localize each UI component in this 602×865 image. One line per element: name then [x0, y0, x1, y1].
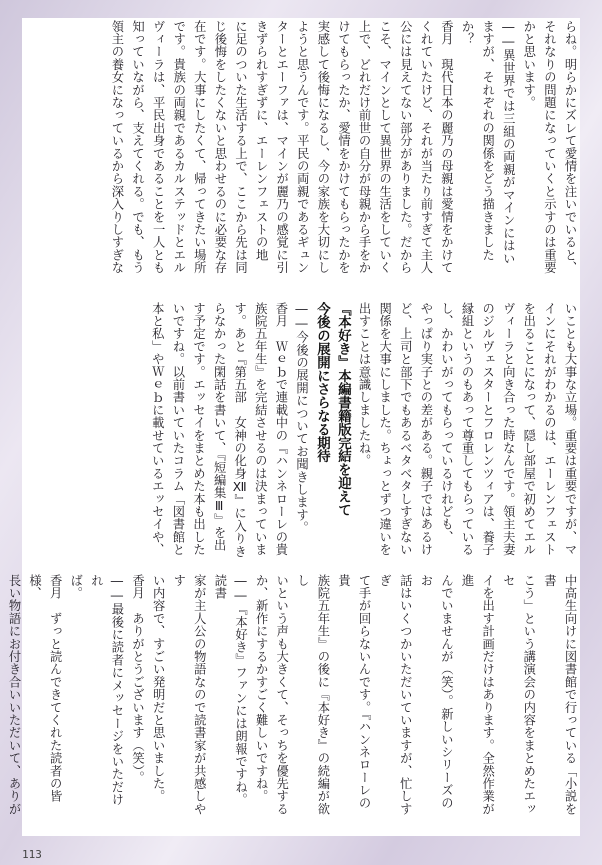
text-column: 本と私」やＷｅｂに載せているエッセイや、	[150, 302, 165, 556]
text-column: 領主の養女になっているから深入りしすぎな	[109, 20, 124, 274]
text-column: 出すことは意識しましたね。	[357, 302, 372, 468]
text-column: 香月 Ｗｅｂで連載中の『ハンネローレの貴	[273, 302, 288, 556]
text-column: か、新作にするかすごく難しいですね。	[254, 574, 269, 803]
text-column: 長い物語にお付き合いいただいて、ありが	[6, 574, 21, 816]
question-column: ――今後の展開についてお聞きします。	[294, 302, 309, 534]
text-column: に足のついた生活する上で、ここから先は同	[233, 20, 248, 274]
text-column: す予定です。エッセイをまとめた本も出した	[191, 302, 206, 556]
text-column: ようと思うんです。平民の両親であるギュン	[295, 20, 310, 274]
question-column: ――異世界では三組の両親がマインにはい	[501, 20, 516, 265]
text-block-bottom	[6, 574, 580, 818]
text-column: イを出す計画だけはあります。全然作業が進	[460, 574, 495, 816]
section-heading: 『本好き』本編書籍版完結を迎えて	[335, 302, 351, 517]
text-column: きずられすぎずに、エーレンフェストの地	[254, 20, 269, 262]
text-column: けてもらったか、愛情をかけてもらったかを	[336, 20, 351, 274]
text-column: こう」という講演会の内容をまとめたエッセ	[501, 574, 536, 816]
text-column: 縁組というのもあって尊重してもらっている	[460, 302, 475, 556]
text-column: かと思います。	[521, 20, 536, 109]
text-column: て手が回らないんです。『ハンネローレの貴	[336, 574, 372, 810]
page-number: 113	[22, 848, 42, 861]
text-column: 中高生向けに図書館で行っている「小説を書	[542, 574, 577, 816]
text-column: す。あと『第五部 女神の化身Ⅻ』に入りき	[232, 302, 247, 558]
text-column: 公には見えてない部分がありました。だから	[398, 20, 413, 274]
text-column: やっぱり実子との差がある。親子ではあるけ	[418, 302, 433, 556]
question-column: ば。	[68, 574, 83, 600]
text-column: 上で、どれだけ前世の自分が母親から手をか	[357, 20, 372, 274]
text-column: ヴィーラは、平民出身であることを一人とも	[151, 20, 166, 274]
text-column: です。貴族の両親であるカルステッドとエル	[171, 20, 186, 274]
text-column: 話はいくつかいただいていますが、忙しすぎ	[377, 574, 413, 816]
text-column: 関係を大事にしました。ちょっとずつ違いを	[377, 302, 392, 556]
text-column: 実感して後悔になるし、今の家族を大切にし	[315, 20, 330, 274]
text-column: それなりの問題になっていくと示すのは重要	[542, 20, 557, 274]
text-column: 知っていながら、支えてくれる。でも、もう	[130, 20, 145, 274]
text-column: 香月 ありがとうございます（笑）。	[130, 574, 145, 784]
text-column: こそ、マインとして異世界の生活をしていく	[377, 20, 392, 274]
text-column: 族院五年生』の後に『本好き』の続編が欲し	[295, 574, 330, 816]
text-column: インにそれがわかるのは、エーレンフェスト	[542, 302, 557, 556]
question-column: ますが、それぞれの関係をどう描きました	[480, 20, 495, 262]
text-column: いという声も大きくて、そっちを優先する	[274, 574, 289, 816]
question-column: 家が主人公の物語なので読書家が共感しやす	[171, 574, 207, 816]
text-column: のジルヴェスターとフロレンツィアは、養子	[480, 302, 495, 556]
text-column: いことも大事な立場。重要は重要ですが、マ	[563, 302, 577, 556]
text-column: らなかった閑話を書いて、『短編集Ⅲ』を出	[212, 302, 227, 552]
text-column: し、かわいがってもらっているけれども、	[439, 302, 454, 544]
text-column: 香月 ずっと読んできてくれた読者の皆様、	[27, 574, 63, 803]
text-block-middle	[22, 302, 580, 570]
text-column: ヴィーラと向き合った時なんです。領主夫妻	[501, 302, 516, 556]
section-heading: 今後の展開にさらなる期待	[314, 302, 330, 463]
text-column: らね。明らかにズレて愛情を注いでいると、	[563, 20, 577, 274]
text-column: 族院五年生』を完結させるのは決まっていま	[253, 302, 268, 556]
text-column: ど、上司と部下でもあるベタベタしすぎない	[398, 302, 413, 556]
text-column: くれていたけど、それが当たり前すぎて主人	[418, 20, 433, 274]
text-column: を出ることになって、隠し部屋で初めてエル	[521, 302, 536, 556]
text-column: 香月 現代日本の麗乃の母親は愛情をかけて	[439, 20, 454, 274]
question-column: ――最後に読者にメッセージをいただけれ	[89, 574, 124, 806]
text-column: 在です。大事にしたくて、帰ってきたい場所	[192, 20, 207, 274]
text-column: じ後悔をしたくないと思わせるのに必要な存	[212, 20, 227, 274]
text-block-top	[22, 20, 580, 298]
question-column: か？	[460, 20, 475, 46]
text-column: んでいませんが（笑）。新しいシリーズのお	[418, 574, 454, 810]
text-column: いですね。以前書いていたコラム「図書館と	[170, 302, 185, 556]
question-column: い内容で、すごい発明だと思いました。	[151, 574, 166, 803]
text-column: ターとエーファは、マインが麗乃の感覚に引	[274, 20, 289, 274]
question-column: ――『本好き』ファンには朗報ですね。読書	[212, 574, 248, 806]
